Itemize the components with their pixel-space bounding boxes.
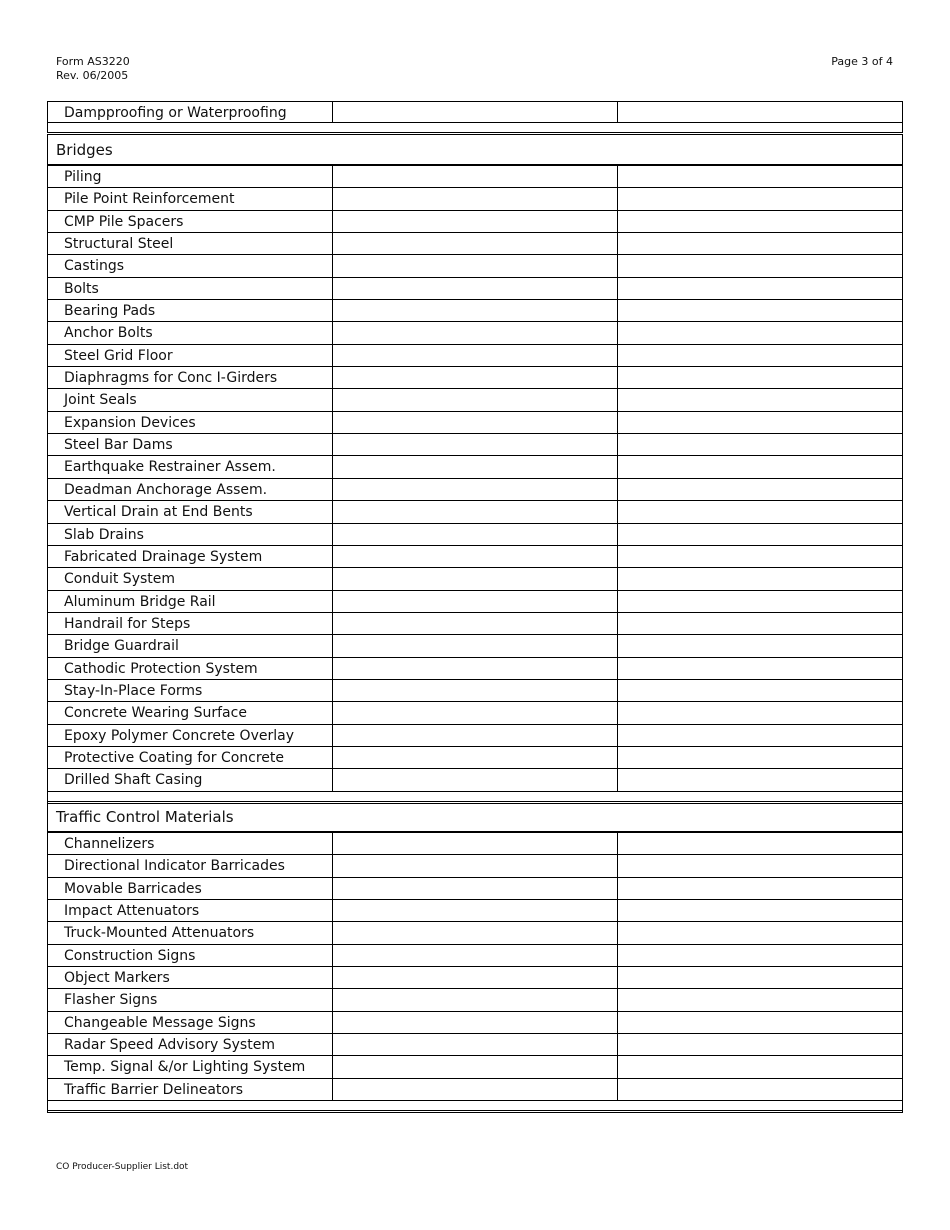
page-number: Page 3 of 4 (831, 55, 893, 68)
supplier-field[interactable] (618, 855, 902, 876)
table-row (48, 412, 902, 434)
producer-field[interactable] (333, 102, 618, 122)
item-label-flasher-signs: Flasher Signs (48, 989, 333, 1010)
table-row (48, 1056, 902, 1078)
item-label-cathodic-protection-system: Cathodic Protection System (48, 658, 333, 679)
producer-field[interactable] (333, 635, 618, 656)
supplier-field[interactable] (618, 1012, 902, 1033)
producer-field[interactable] (333, 989, 618, 1010)
table-row (48, 1079, 902, 1101)
item-label-radar-speed-advisory-system: Radar Speed Advisory System (48, 1034, 333, 1055)
item-label-steel-bar-dams: Steel Bar Dams (48, 434, 333, 455)
producer-field[interactable] (333, 967, 618, 988)
producer-field[interactable] (333, 300, 618, 321)
item-label-changeable-message-signs: Changeable Message Signs (48, 1012, 333, 1033)
table-row (48, 233, 902, 255)
item-label-truck-mounted-attenuators: Truck-Mounted Attenuators (48, 922, 333, 943)
supplier-field[interactable] (618, 322, 902, 343)
item-label-dampproofing-or-waterproofing: Dampproofing or Waterproofing (48, 102, 333, 122)
producer-field[interactable] (333, 389, 618, 410)
item-label-movable-barricades: Movable Barricades (48, 878, 333, 899)
supplier-field[interactable] (618, 255, 902, 276)
form-number: Form AS3220 (56, 55, 130, 68)
producer-field[interactable] (333, 278, 618, 299)
table-row (48, 166, 902, 188)
supplier-field[interactable] (618, 989, 902, 1010)
supplier-field[interactable] (618, 900, 902, 921)
table-row (48, 501, 902, 523)
table-row (48, 345, 902, 367)
supplier-field[interactable] (618, 613, 902, 634)
row-spacer (48, 1101, 902, 1113)
producer-field[interactable] (333, 255, 618, 276)
supplier-field[interactable] (618, 945, 902, 966)
table-row (48, 300, 902, 322)
item-label-slab-drains: Slab Drains (48, 524, 333, 545)
item-label-temp-signal-or-lighting-system: Temp. Signal &/or Lighting System (48, 1056, 333, 1077)
item-label-object-markers: Object Markers (48, 967, 333, 988)
supplier-field[interactable] (618, 725, 902, 746)
table-row (48, 702, 902, 724)
item-label-protective-coating-for-concrete: Protective Coating for Concrete (48, 747, 333, 768)
item-label-joint-seals: Joint Seals (48, 389, 333, 410)
table-row (48, 833, 902, 855)
producer-field[interactable] (333, 479, 618, 500)
supplier-field[interactable] (618, 546, 902, 567)
item-label-channelizers: Channelizers (48, 833, 333, 854)
table-row (48, 855, 902, 877)
table-row (48, 479, 902, 501)
footer-filename: CO Producer-Supplier List.dot (56, 1162, 189, 1172)
table-traffic-control (47, 801, 903, 1113)
item-label-castings: Castings (48, 255, 333, 276)
supplier-field[interactable] (618, 568, 902, 589)
table-row (48, 989, 902, 1011)
supplier-field[interactable] (618, 300, 902, 321)
producer-field[interactable] (333, 1079, 618, 1100)
table-row (48, 255, 902, 277)
table-row (48, 389, 902, 411)
supplier-field[interactable] (618, 233, 902, 254)
item-label-bridge-guardrail: Bridge Guardrail (48, 635, 333, 656)
producer-field[interactable] (333, 322, 618, 343)
table-row (48, 322, 902, 344)
table-row (48, 591, 902, 613)
table-row (48, 635, 902, 657)
table-row (48, 188, 902, 210)
item-label-construction-signs: Construction Signs (48, 945, 333, 966)
supplier-field[interactable] (618, 412, 902, 433)
item-label-earthquake-restrainer-assem: Earthquake Restrainer Assem. (48, 456, 333, 477)
item-label-drilled-shaft-casing: Drilled Shaft Casing (48, 769, 333, 790)
item-label-epoxy-polymer-concrete-overlay: Epoxy Polymer Concrete Overlay (48, 725, 333, 746)
producer-field[interactable] (333, 345, 618, 366)
producer-field[interactable] (333, 702, 618, 723)
item-label-bolts: Bolts (48, 278, 333, 299)
supplier-field[interactable] (618, 188, 902, 209)
supplier-field[interactable] (618, 833, 902, 854)
table-row (48, 456, 902, 478)
producer-field[interactable] (333, 855, 618, 876)
producer-field[interactable] (333, 658, 618, 679)
supplier-field[interactable] (618, 479, 902, 500)
producer-field[interactable] (333, 900, 618, 921)
supplier-field[interactable] (618, 278, 902, 299)
supplier-field[interactable] (618, 967, 902, 988)
supplier-field[interactable] (618, 524, 902, 545)
table-bridges (47, 134, 903, 804)
section-header-traffic-control-materials: Traffic Control Materials (48, 801, 902, 833)
producer-field[interactable] (333, 367, 618, 388)
item-label-vertical-drain-at-end-bents: Vertical Drain at End Bents (48, 501, 333, 522)
table-row (48, 524, 902, 546)
item-label-anchor-bolts: Anchor Bolts (48, 322, 333, 343)
supplier-field[interactable] (618, 456, 902, 477)
section-header-bridges: Bridges (48, 134, 902, 166)
producer-field[interactable] (333, 591, 618, 612)
supplier-field[interactable] (618, 658, 902, 679)
table-row (48, 1012, 902, 1034)
item-label-steel-grid-floor: Steel Grid Floor (48, 345, 333, 366)
producer-field[interactable] (333, 945, 618, 966)
table-row (48, 568, 902, 590)
item-label-concrete-wearing-surface: Concrete Wearing Surface (48, 702, 333, 723)
supplier-field[interactable] (618, 769, 902, 790)
producer-field[interactable] (333, 501, 618, 522)
item-label-conduit-system: Conduit System (48, 568, 333, 589)
table-row (48, 900, 902, 922)
table-row (48, 658, 902, 680)
table-top (47, 101, 903, 133)
table-row (48, 367, 902, 389)
item-label-aluminum-bridge-rail: Aluminum Bridge Rail (48, 591, 333, 612)
producer-field[interactable] (333, 1012, 618, 1033)
item-label-cmp-pile-spacers: CMP Pile Spacers (48, 211, 333, 232)
table-row (48, 878, 902, 900)
item-label-fabricated-drainage-system: Fabricated Drainage System (48, 546, 333, 567)
table-row (48, 747, 902, 769)
item-label-stay-in-place-forms: Stay-In-Place Forms (48, 680, 333, 701)
producer-field[interactable] (333, 546, 618, 567)
item-label-expansion-devices: Expansion Devices (48, 412, 333, 433)
producer-field[interactable] (333, 922, 618, 943)
producer-field[interactable] (333, 613, 618, 634)
producer-field[interactable] (333, 166, 618, 187)
item-label-piling: Piling (48, 166, 333, 187)
supplier-field[interactable] (618, 1079, 902, 1100)
supplier-field[interactable] (618, 591, 902, 612)
form-revision: Rev. 06/2005 (56, 69, 129, 82)
item-label-structural-steel: Structural Steel (48, 233, 333, 254)
item-label-bearing-pads: Bearing Pads (48, 300, 333, 321)
item-label-diaphragms-for-conc-i-girders: Diaphragms for Conc I-Girders (48, 367, 333, 388)
supplier-field[interactable] (618, 747, 902, 768)
supplier-field[interactable] (618, 878, 902, 899)
table-row (48, 211, 902, 233)
table-row (48, 613, 902, 635)
supplier-field[interactable] (618, 922, 902, 943)
producer-field[interactable] (333, 747, 618, 768)
supplier-field[interactable] (618, 389, 902, 410)
item-label-handrail-for-steps: Handrail for Steps (48, 613, 333, 634)
supplier-field[interactable] (618, 345, 902, 366)
row-spacer (48, 123, 902, 133)
producer-field[interactable] (333, 680, 618, 701)
item-label-traffic-barrier-delineators: Traffic Barrier Delineators (48, 1079, 333, 1100)
supplier-field[interactable] (618, 102, 902, 122)
form-header (56, 55, 130, 83)
supplier-field[interactable] (618, 680, 902, 701)
table-row (48, 769, 902, 791)
producer-field[interactable] (333, 1034, 618, 1055)
producer-field[interactable] (333, 434, 618, 455)
table-row (48, 680, 902, 702)
supplier-field[interactable] (618, 367, 902, 388)
producer-field[interactable] (333, 412, 618, 433)
supplier-field[interactable] (618, 702, 902, 723)
table-row (48, 1034, 902, 1056)
producer-field[interactable] (333, 725, 618, 746)
producer-field[interactable] (333, 1056, 618, 1077)
table-row (48, 967, 902, 989)
table-row (48, 945, 902, 967)
producer-field[interactable] (333, 456, 618, 477)
producer-field[interactable] (333, 833, 618, 854)
table-row (48, 546, 902, 568)
table-row (48, 434, 902, 456)
producer-field[interactable] (333, 211, 618, 232)
item-label-deadman-anchorage-assem: Deadman Anchorage Assem. (48, 479, 333, 500)
producer-field[interactable] (333, 568, 618, 589)
supplier-field[interactable] (618, 1034, 902, 1055)
producer-field[interactable] (333, 769, 618, 790)
table-row (48, 101, 902, 123)
producer-field[interactable] (333, 878, 618, 899)
supplier-field[interactable] (618, 166, 902, 187)
supplier-field[interactable] (618, 434, 902, 455)
producer-field[interactable] (333, 233, 618, 254)
supplier-field[interactable] (618, 501, 902, 522)
table-row (48, 725, 902, 747)
producer-field[interactable] (333, 524, 618, 545)
item-label-directional-indicator-barricades: Directional Indicator Barricades (48, 855, 333, 876)
supplier-field[interactable] (618, 211, 902, 232)
table-row (48, 278, 902, 300)
table-row (48, 922, 902, 944)
producer-field[interactable] (333, 188, 618, 209)
item-label-pile-point-reinforcement: Pile Point Reinforcement (48, 188, 333, 209)
item-label-impact-attenuators: Impact Attenuators (48, 900, 333, 921)
supplier-field[interactable] (618, 1056, 902, 1077)
supplier-field[interactable] (618, 635, 902, 656)
